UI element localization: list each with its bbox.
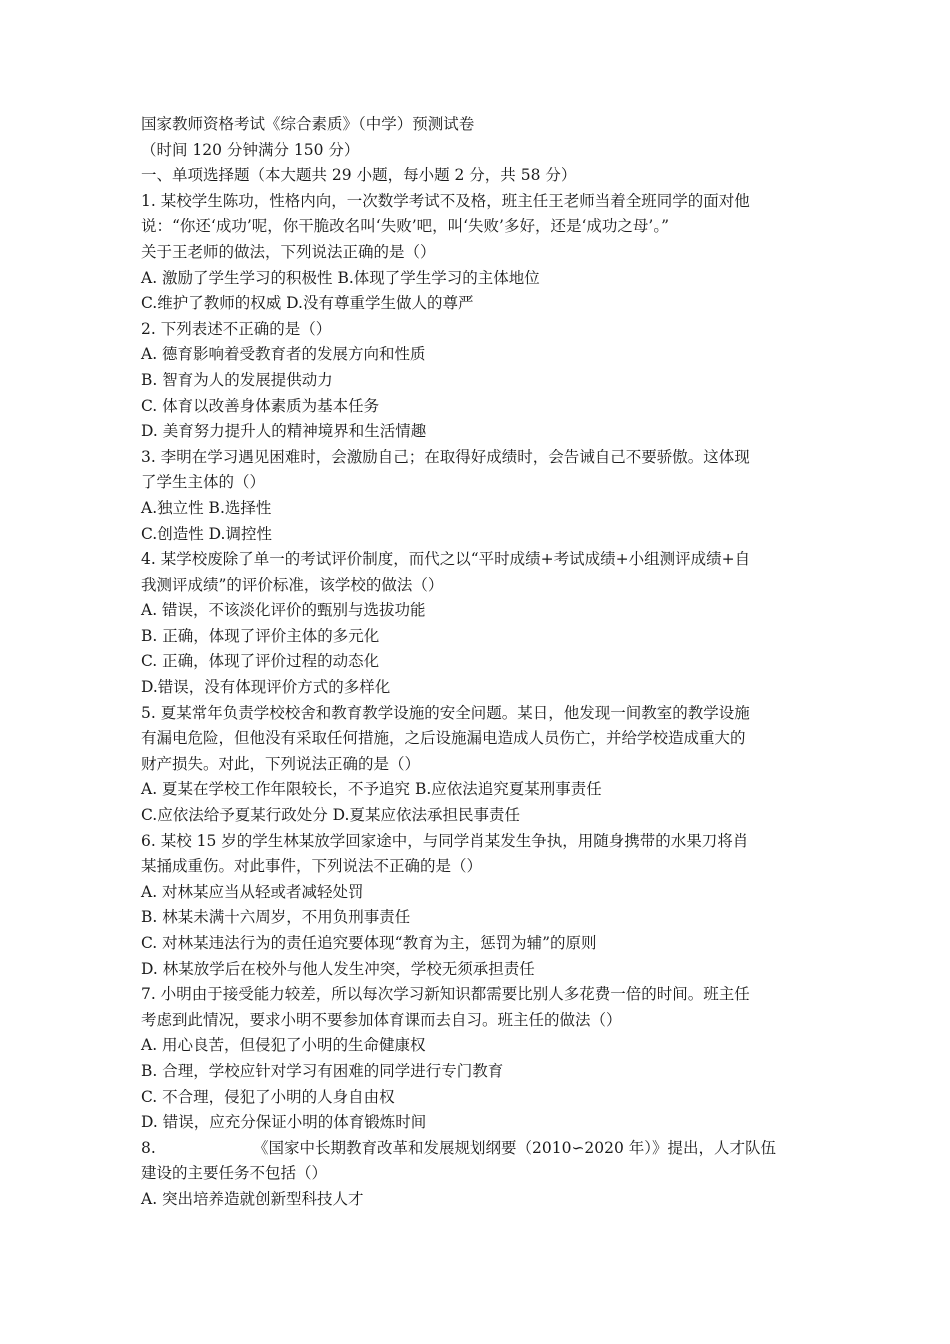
question-option: A. 德育影响着受教育者的发展方向和性质 — [141, 345, 426, 364]
question-option: C. 对林某违法行为的责任追究要体现“教育为主，惩罚为辅”的原则 — [141, 934, 597, 952]
question-stem-line: 建设的主要任务不包括（） — [141, 1164, 328, 1183]
question-option: D. 错误，应充分保证小明的体育锻炼时间 — [141, 1113, 427, 1132]
question-stem-line: 财产损失。对此，下列说法正确的是（） — [141, 754, 421, 773]
question-option: C.维护了教师的权威 D.没有尊重学生做人的尊严 — [141, 294, 474, 313]
question-option: A. 对林某应当从轻或者减轻处罚 — [141, 882, 364, 901]
question-option: B. 智育为人的发展提供动力 — [141, 370, 333, 389]
question-stem-line: 6. 某校 15 岁的学生林某放学回家途中，与同学肖某发生争执，用随身携带的水果刀将肖 — [141, 831, 749, 850]
question-8 — [141, 1136, 821, 1213]
question-stem-line: 3. 李明在学习遇见困难时，会激励自己；在取得好成绩时，会告诫自己不要骄傲。这体现 — [141, 447, 750, 466]
question-5 — [141, 701, 821, 829]
section-heading: 一、单项选择题（本大题共 29 小题，每小题 2 分，共 58 分） — [141, 166, 577, 185]
question-stem-line: 我测评成绩”的评价标准，该学校的做法（） — [141, 575, 444, 594]
question-option: A. 用心良苦，但侵犯了小明的生命健康权 — [141, 1036, 426, 1055]
question-option: D. 美育努力提升人的精神境界和生活情趣 — [141, 422, 427, 441]
question-option: A. 突出培养造就创新型科技人才 — [141, 1189, 364, 1208]
question-6 — [141, 829, 821, 983]
question-stem-line: 5. 夏某常年负责学校校舍和教育教学设施的安全问题。某日，他发现一间教室的教学设施 — [141, 703, 750, 722]
question-stem-line: 1. 某校学生陈功，性格内向，一次数学考试不及格，班主任王老师当着全班同学的面对他 — [141, 191, 750, 210]
question-2 — [141, 317, 821, 445]
question-option: C. 正确，体现了评价过程的动态化 — [141, 652, 380, 671]
question-stem-line: 4. 某学校废除了单一的考试评价制度，而代之以“平时成绩+考试成绩+小组测评成绩+自 — [141, 550, 751, 569]
question-stem-line: 2. 下列表述不正确的是（） — [141, 319, 332, 338]
question-option: A. 夏某在学校工作年限较长，不予追究 B.应依法追究夏某刑事责任 — [141, 780, 602, 799]
question-stem-line: 有漏电危险，但他没有采取任何措施，之后设施漏电造成人员伤亡，并给学校造成重大的 — [141, 729, 746, 748]
exam-time-note: （时间 120 分钟满分 150 分） — [141, 140, 360, 159]
question-stem-text: 《国家中长期教育改革和发展规划纲要（2010∽2020 年）》提出，人才队伍 — [253, 1138, 777, 1157]
question-7 — [141, 982, 821, 1136]
question-option: B. 合理，学校应针对学习有困难的同学进行专门教育 — [141, 1061, 504, 1080]
question-stem-line — [141, 1136, 821, 1162]
question-stem-line: 关于王老师的做法，下列说法正确的是（） — [141, 242, 436, 261]
question-option: A. 错误，不该淡化评价的甄别与选拔功能 — [141, 601, 426, 620]
question-stem-line: 某捅成重伤。对此事件，下列说法不正确的是（） — [141, 857, 483, 876]
question-option: C.应依法给予夏某行政处分 D.夏某应依法承担民事责任 — [141, 806, 520, 825]
question-3 — [141, 445, 821, 547]
exam-content — [141, 112, 821, 1213]
question-option: B. 正确，体现了评价主体的多元化 — [141, 626, 380, 645]
question-option: D.错误，没有体现评价方式的多样化 — [141, 678, 391, 697]
question-stem-line: 说：“你还‘成功’呢，你干脆改名叫‘失败’吧，叫‘失败’多好，还是‘成功之母’。” — [141, 217, 670, 236]
question-option: A.独立性 B.选择性 — [141, 498, 272, 517]
question-stem-line: 了学生主体的（） — [141, 473, 266, 492]
question-option: A. 激励了学生学习的积极性 B.体现了学生学习的主体地位 — [141, 268, 540, 287]
question-option: D. 林某放学后在校外与他人发生冲突，学校无须承担责任 — [141, 959, 535, 978]
question-option: C. 体育以改善身体素质为基本任务 — [141, 396, 380, 415]
question-option: C.创造性 D.调控性 — [141, 524, 272, 543]
question-option: B. 林某未满十六周岁，不用负刑事责任 — [141, 908, 411, 927]
exam-title: 国家教师资格考试《综合素质》（中学）预测试卷 — [141, 115, 475, 133]
question-option: C. 不合理，侵犯了小明的人身自由权 — [141, 1087, 395, 1106]
question-1 — [141, 189, 821, 317]
question-number: 8. — [141, 1138, 156, 1157]
question-stem-line: 考虑到此情况，要求小明不要参加体育课而去自习。班主任的做法（） — [141, 1010, 622, 1029]
question-4 — [141, 547, 821, 701]
question-stem-line: 7. 小明由于接受能力较差，所以每次学习新知识都需要比别人多花费一倍的时间。班主任 — [141, 985, 750, 1004]
